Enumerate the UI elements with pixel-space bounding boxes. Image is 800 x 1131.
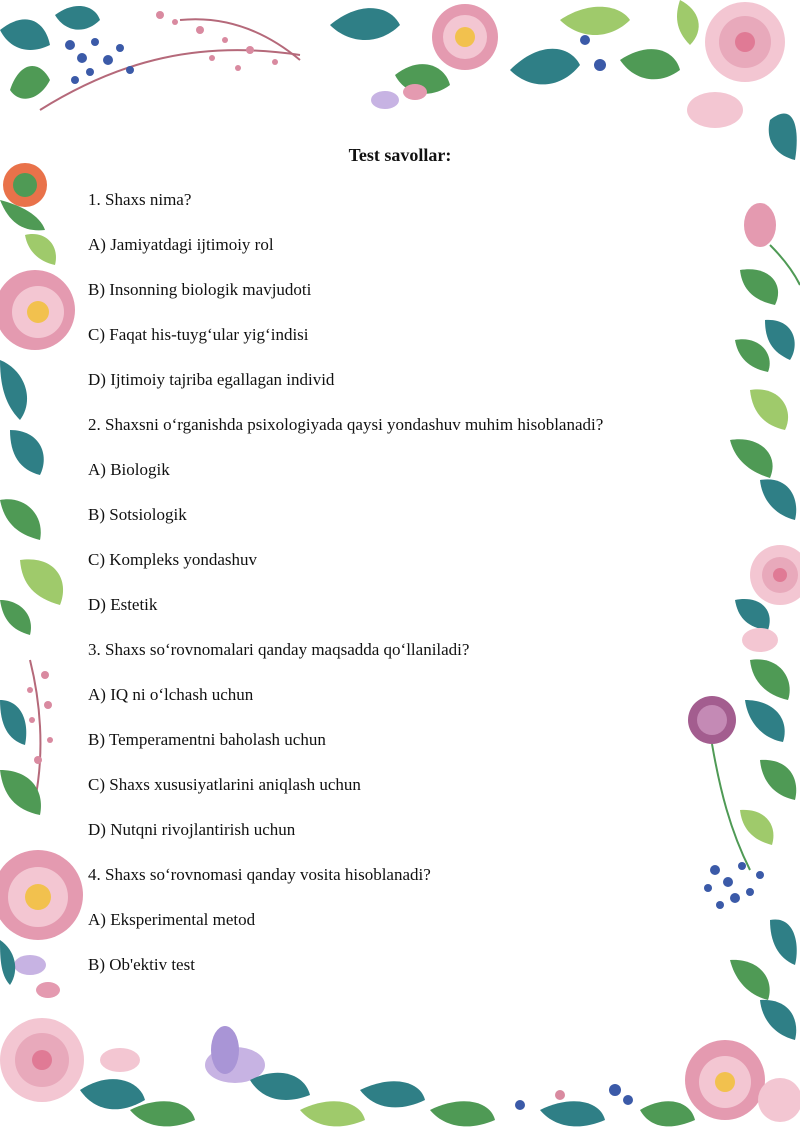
answer-1a: A) Jamiyatdagi ijtimoiy rol (88, 235, 274, 254)
question-1: 1. Shaxs nima? (88, 190, 192, 209)
answer-3d: D) Nutqni rivojlantirish uchun (88, 820, 296, 839)
answer-3c: C) Shaxs xususiyatlarini aniqlash uchun (88, 775, 361, 794)
answer-4b: B) Ob'ektiv test (88, 955, 195, 974)
answer-3a: A) IQ ni o‘lchash uchun (88, 685, 254, 704)
answer-2c: C) Kompleks yondashuv (88, 550, 258, 569)
question-4: 4. Shaxs so‘rovnomasi qanday vosita hisoblanadi? (88, 865, 431, 884)
page-title: Test savollar: (348, 145, 452, 165)
answer-1b: B) Insonning biologik mavjudoti (88, 280, 312, 299)
answer-1d: D) Ijtimoiy tajriba egallagan individ (88, 370, 335, 389)
answer-1c: C) Faqat his-tuyg‘ular yig‘indisi (88, 325, 309, 344)
answer-2d: D) Estetik (88, 595, 158, 614)
answer-4a: A) Eksperimental metod (88, 910, 256, 929)
answer-2b: B) Sotsiologik (88, 505, 187, 524)
answer-2a: A) Biologik (88, 460, 170, 479)
answer-3b: B) Temperamentni baholash uchun (88, 730, 326, 749)
question-3: 3. Shaxs so‘rovnomalari qanday maqsadda qo‘llaniladi? (88, 640, 470, 659)
question-2: 2. Shaxsni o‘rganishda psixologiyada qaysi yondashuv muhim hisoblanadi? (88, 415, 604, 434)
